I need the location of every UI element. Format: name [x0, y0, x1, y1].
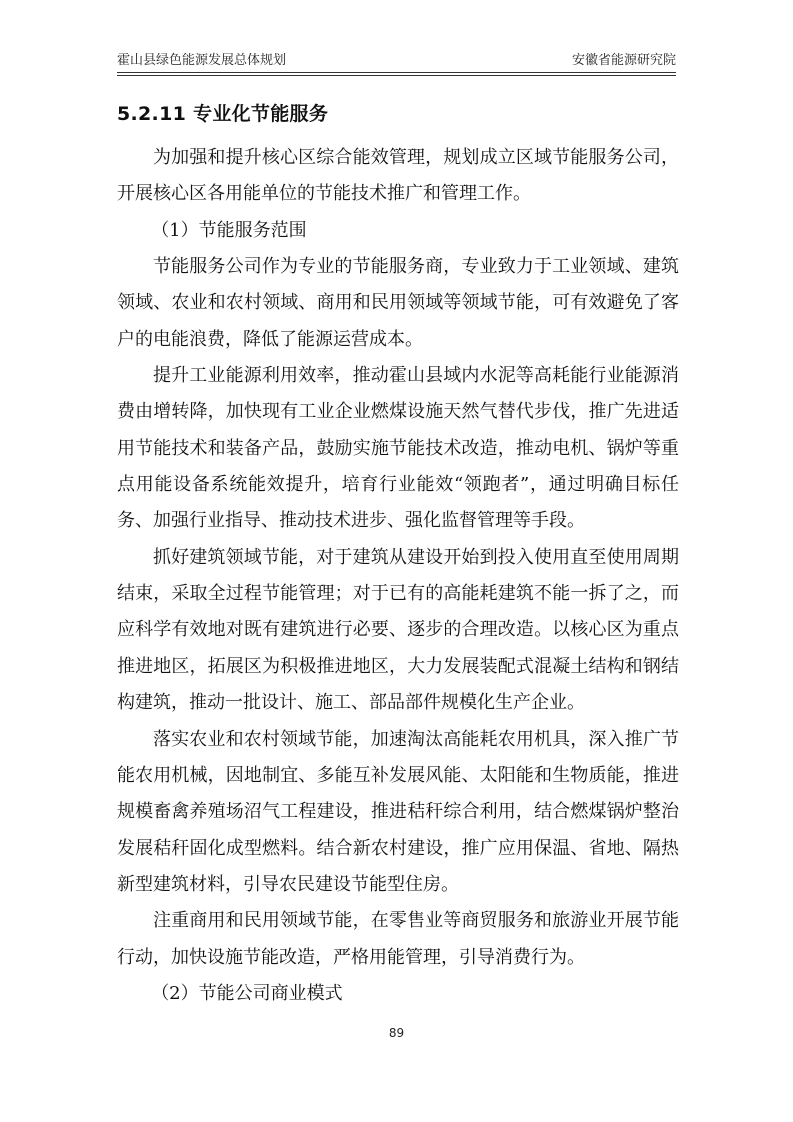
paragraph-commercial: 注重商用和民用领域节能，在零售业等商贸服务和旅游业开展节能行动，加快设施节能改造，严格用能管理，引导消费行为。 [117, 910, 679, 968]
paragraph-building: 抓好建筑领域节能，对于建筑从建设开始到投入使用直至使用周期结束，采取全过程节能管理；对于已有的高能耗建筑不能一拆了之，而应科学有效地对既有建筑进行必要、逐步的合理改造。以核心区为重点推进地区，拓展区为积极推进地区，大力发展装配式混凝土结构和钢结构建筑，推动一批设计、施工、部品部件规模化生产企业。 [117, 546, 679, 714]
page-number: 89 [388, 1026, 405, 1040]
paragraph-agriculture: 落实农业和农村领域节能，加速淘汰高能耗农用机具，深入推广节能农用机械，因地制宜、多能互补发展风能、太阳能和生物质能，推进规模畜禽养殖场沼气工程建设，推进秸秆综合利用，结合燃煤锅炉整治发展秸秆固化成型燃料。结合新农村建设，推广应用保温、省地、隔热新型建筑材料，引导农民建设节能型住房。 [117, 728, 679, 895]
paragraph-service-provider: 节能服务公司作为专业的节能服务商，专业致力于工业领域、建筑领域、农业和农村领域、商用和民用领域等领域节能，可有效避免了客户的电能浪费，降低了能源运营成本。 [117, 256, 679, 350]
page-header [117, 48, 676, 72]
section-heading: 5.2.11 专业化节能服务 [117, 103, 329, 125]
header-divider [117, 72, 676, 76]
paragraph-industrial: 提升工业能源利用效率，推动霍山县域内水泥等高耗能行业能源消费由增转降，加快现有工业企业燃煤设施天然气替代步伐，推广先进适用节能技术和装备产品，鼓励实施节能技术改造，推动电机、锅炉等重点用能设备系统能效提升，培育行业能效“领跑者”，通过明确目标任务、加强行业指导、推动技术进步、强化监督管理等手段。 [117, 365, 679, 532]
header-organization: 安徽省能源研究院 [571, 53, 676, 68]
subheading-business-model: （2）节能公司商业模式 [151, 982, 343, 1004]
header-document-title: 霍山县绿色能源发展总体规划 [117, 53, 287, 68]
paragraph-intro: 为加强和提升核心区综合能效管理，规划成立区域节能服务公司，开展核心区各用能单位的节能技术推广和管理工作。 [117, 147, 679, 205]
subheading-service-scope: （1）节能服务范围 [151, 219, 307, 241]
body-text [117, 140, 679, 1012]
